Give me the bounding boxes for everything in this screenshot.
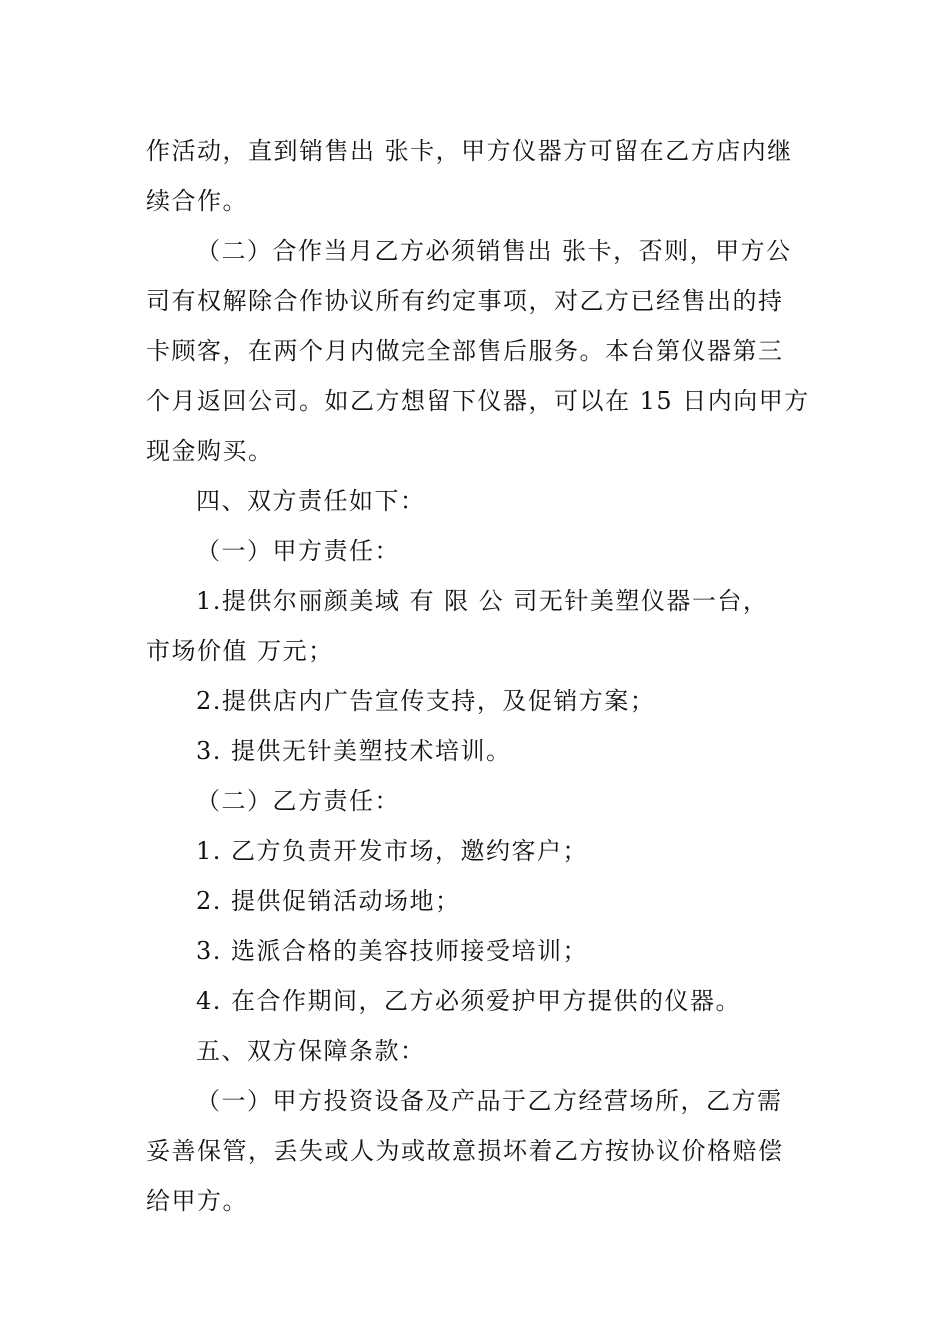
text-line: （二）合作当月乙方必须销售出 张卡，否则，甲方公 bbox=[196, 237, 792, 265]
subsection-heading: （二）乙方责任： bbox=[196, 787, 400, 815]
list-item: 3. 选派合格的美容技师接受培训； bbox=[196, 937, 589, 965]
text-line: （一）甲方投资设备及产品于乙方经营场所，乙方需 bbox=[196, 1087, 783, 1115]
text-line: 妥善保管，丢失或人为或故意损坏着乙方按协议价格赔偿 bbox=[146, 1137, 784, 1165]
section-heading: 四、双方责任如下： bbox=[196, 487, 426, 515]
text-line: 卡顾客，在两个月内做完全部售后服务。本台第仪器第三 bbox=[146, 337, 784, 365]
text-line: 续合作。 bbox=[146, 187, 248, 215]
text-line: 司有权解除合作协议所有约定事项，对乙方已经售出的持 bbox=[146, 287, 784, 315]
text-line: 个月返回公司。如乙方想留下仪器，可以在 15 日内向甲方 bbox=[146, 387, 810, 415]
list-item: 2.提供店内广告宣传支持，及促销方案； bbox=[196, 687, 656, 715]
list-item: 1.提供尔丽颜美域 有 限 公 司无针美塑仪器一台， bbox=[196, 587, 769, 615]
text-line: 作活动，直到销售出 张卡，甲方仪器方可留在乙方店内继 bbox=[146, 137, 793, 165]
subsection-heading: （一）甲方责任： bbox=[196, 537, 400, 565]
section-heading: 五、双方保障条款： bbox=[196, 1037, 426, 1065]
list-item: 3. 提供无针美塑技术培训。 bbox=[196, 737, 512, 765]
list-item: 2. 提供促销活动场地； bbox=[196, 887, 461, 915]
text-line: 市场价值 万元； bbox=[146, 637, 334, 665]
list-item: 4. 在合作期间，乙方必须爱护甲方提供的仪器。 bbox=[196, 987, 742, 1015]
text-line: 给甲方。 bbox=[146, 1187, 248, 1215]
list-item: 1. 乙方负责开发市场，邀约客户； bbox=[196, 837, 589, 865]
text-line: 现金购买。 bbox=[146, 437, 274, 465]
